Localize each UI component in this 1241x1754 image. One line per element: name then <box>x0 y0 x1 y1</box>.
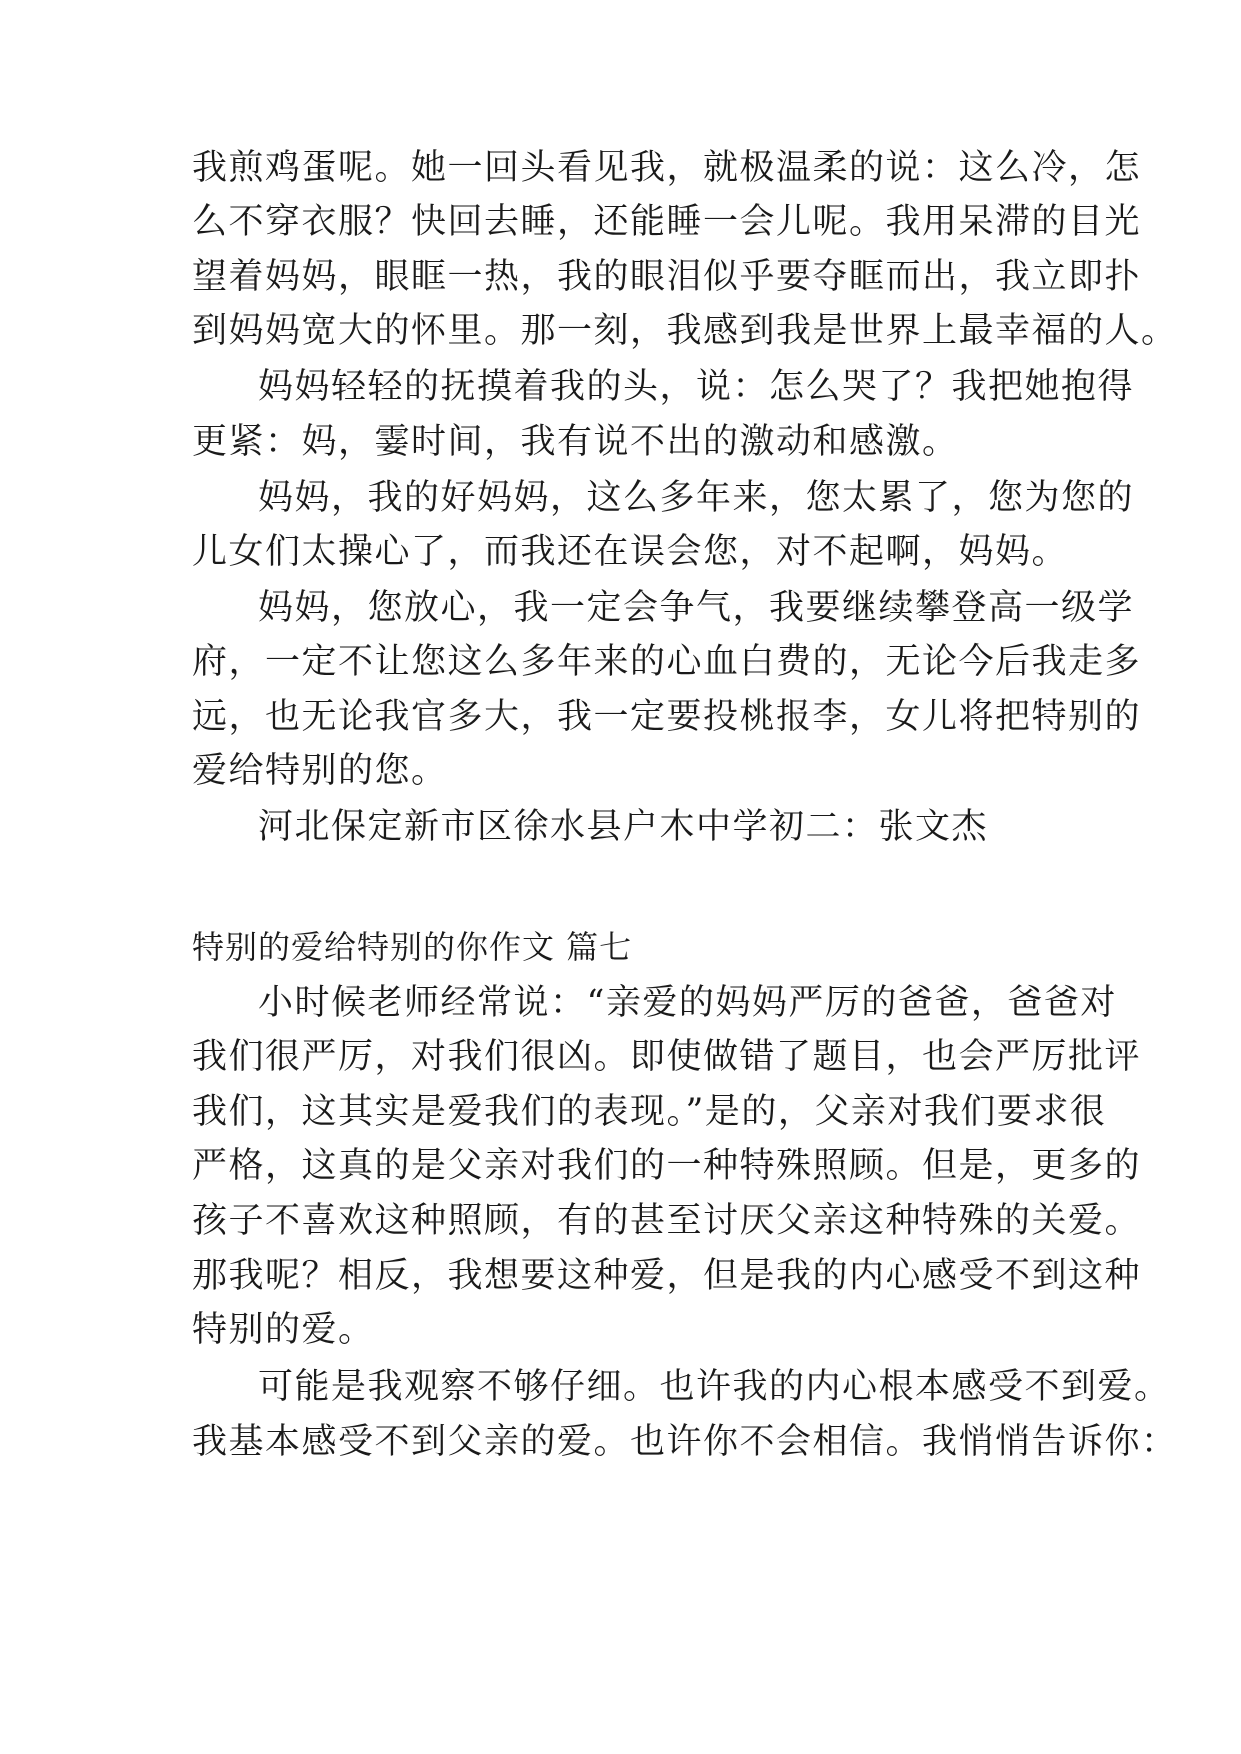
text-line: 我煎鸡蛋呢。她一回头看见我，就极温柔的说：这么冷，怎 <box>192 148 1142 188</box>
paragraph-first-line: 妈妈，您放心，我一定会争气，我要继续攀登高一级学 <box>258 588 1135 628</box>
paragraph-first-line: 妈妈轻轻的抚摸着我的头，说：怎么哭了？我把她抱得 <box>258 367 1135 407</box>
text-line: 望着妈妈，眼眶一热，我的眼泪似乎要夺眶而出，我立即扑 <box>192 257 1142 297</box>
text-line: 特别的爱。 <box>192 1310 375 1350</box>
paragraph-first-line: 妈妈，我的好妈妈，这么多年来，您太累了，您为您的 <box>258 478 1135 518</box>
text-line: 么不穿衣服？快回去睡，还能睡一会儿呢。我用呆滞的目光 <box>192 202 1142 242</box>
text-line: 我们很严厉，对我们很凶。即使做错了题目，也会严厉批评 <box>192 1037 1142 1077</box>
text-line: 远，也无论我官多大，我一定要投桃报李，女儿将把特别的 <box>192 697 1142 737</box>
paragraph-first-line: 可能是我观察不够仔细。也许我的内心根本感受不到爱。 <box>258 1367 1171 1407</box>
text-line: 孩子不喜欢这种照顾，有的甚至讨厌父亲这种特殊的关爱。 <box>192 1201 1142 1241</box>
text-line: 那我呢？相反，我想要这种爱，但是我的内心感受不到这种 <box>192 1256 1142 1296</box>
text-line: 更紧：妈，霎时间，我有说不出的激动和感激。 <box>192 422 959 462</box>
text-line: 府，一定不让您这么多年来的心血白费的，无论今后我走多 <box>192 642 1142 682</box>
text-line: 儿女们太操心了，而我还在误会您，对不起啊，妈妈。 <box>192 532 1069 572</box>
section-heading: 特别的爱给特别的你作文 篇七 <box>192 928 633 966</box>
paragraph-first-line: 小时候老师经常说：“亲爱的妈妈严厉的爸爸，爸爸对 <box>258 983 1117 1023</box>
text-line: 我基本感受不到父亲的爱。也许你不会相信。我悄悄告诉你： <box>192 1422 1178 1462</box>
text-line: 爱给特别的您。 <box>192 751 448 791</box>
text-line: 到妈妈宽大的怀里。那一刻，我感到我是世界上最幸福的人。 <box>192 311 1178 351</box>
author-signature: 河北保定新市区徐水县户木中学初二：张文杰 <box>258 807 989 847</box>
text-line: 严格，这真的是父亲对我们的一种特殊照顾。但是，更多的 <box>192 1146 1142 1186</box>
text-line: 我们，这其实是爱我们的表现。”是的，父亲对我们要求很 <box>192 1092 1107 1132</box>
